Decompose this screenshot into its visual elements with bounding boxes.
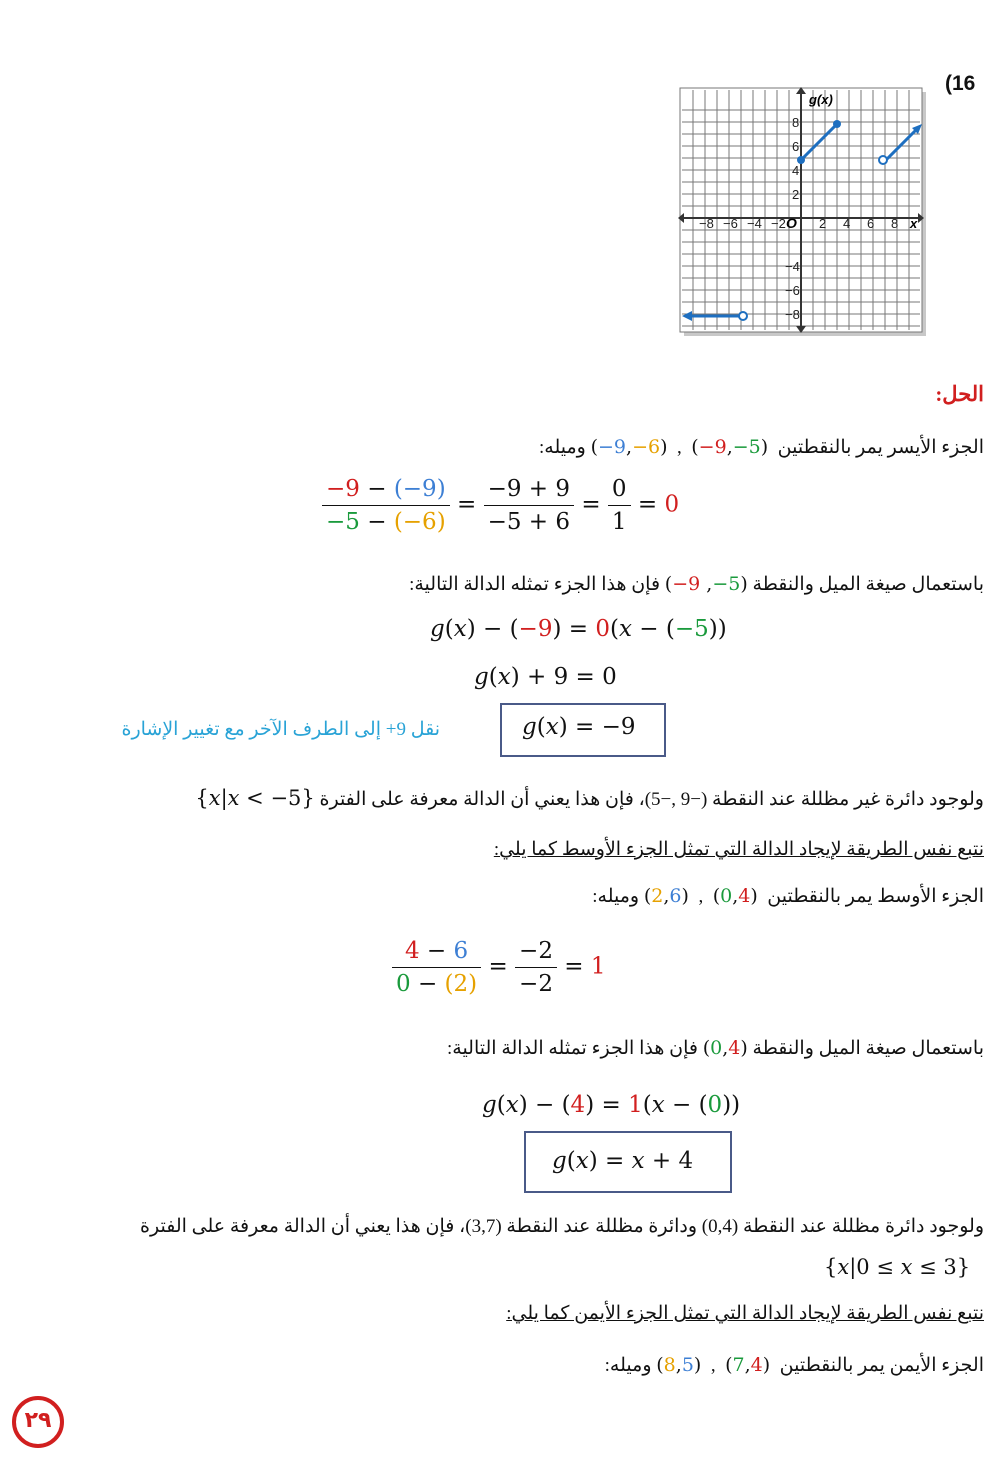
y-tick-label: 4 bbox=[792, 163, 800, 178]
x-tick-label: 2 bbox=[819, 216, 827, 231]
y-tick-label: 6 bbox=[792, 139, 800, 154]
middle-point-slope-line: باستعمال صيغة الميل والنقطة (0,4) فإن هذا الجزء تمثله الدالة التالية: bbox=[446, 1037, 984, 1059]
graph-origin: O bbox=[786, 215, 797, 231]
right-heading: نتبع نفس الطريقة لإيجاد الدالة التي تمثل الجزء الأيمن كما يلي: bbox=[506, 1303, 984, 1324]
x-tick-label: 8 bbox=[891, 216, 899, 231]
middle-result: g(x) = x + 4 bbox=[552, 1148, 694, 1174]
middle-eq-1: g(x) − (4) = 1(x − (0)) bbox=[482, 1092, 741, 1118]
problem-number: (16 bbox=[945, 72, 976, 95]
x-tick-label: −2 bbox=[771, 216, 786, 231]
x-tick-label: −8 bbox=[699, 216, 714, 231]
y-tick-label: 8 bbox=[792, 115, 800, 130]
left-slope-equation: $\frac{-9 - (-9)}{-5 - (-6)}$ = $\frac{-9 + 9}{-5 + 6}$ = $\frac{0}{1}$ = 0 bbox=[322, 476, 679, 535]
y-tick-label: 2 bbox=[792, 187, 800, 202]
x-axis-label: x bbox=[910, 216, 918, 231]
x-tick-label: 4 bbox=[843, 216, 851, 231]
left-point-slope-line: باستعمال صيغة الميل والنقطة (−9 ,−5) فإن هذا الجزء تمثله الدالة التالية: bbox=[409, 573, 984, 595]
middle-heading: نتبع نفس الطريقة لإيجاد الدالة التي تمثل الجزء الأوسط كما يلي: bbox=[493, 839, 984, 860]
left-eq-2: g(x) + 9 = 0 bbox=[474, 664, 617, 690]
left-result: g(x) = −9 bbox=[522, 714, 636, 740]
y-tick-label: −6 bbox=[785, 283, 800, 298]
left-note: نقل 9+ إلى الطرف الآخر مع تغيير الإشارة bbox=[121, 719, 440, 740]
y-tick-label: −4 bbox=[785, 259, 800, 274]
middle-intro-line: الجزء الأوسط يمر بالنقطتين (0,4) , (2,6) وميله: bbox=[592, 885, 984, 907]
page-number: ٢٩ bbox=[24, 1408, 52, 1433]
x-tick-label: 6 bbox=[867, 216, 875, 231]
left-intro-line: الجزء الأيسر يمر بالنقطتين (−9,−5) , (−9,−6) وميله: bbox=[538, 436, 984, 458]
x-tick-label: −4 bbox=[747, 216, 762, 231]
middle-slope-equation: $\frac{4 - 6}{0 - (2)}$ = $\frac{-2}{-2}$ = 1 bbox=[392, 938, 606, 997]
middle-domain-interval: {x|0 ≤ x ≤ 3} bbox=[824, 1255, 971, 1279]
graph-title: g(x) bbox=[809, 92, 833, 107]
x-tick-label: −6 bbox=[723, 216, 738, 231]
left-eq-1: g(x) − (−9) = 0(x − (−5)) bbox=[430, 616, 727, 642]
right-intro-line: الجزء الأيمن يمر بالنقطتين (7,4) , (8,5) وميله: bbox=[604, 1354, 984, 1376]
piecewise-graph bbox=[678, 86, 928, 338]
middle-domain-line: ولوجود دائرة مظللة عند النقطة (0,4) ودائرة مظللة عند النقطة (3,7)، فإن هذا يعني أن الدالة معرفة على الفترة bbox=[140, 1216, 984, 1237]
solution-label: الحل: bbox=[935, 382, 984, 406]
left-domain-line: ولوجود دائرة غير مظللة عند النقطة (−9 ,−5)، فإن هذا يعني أن الدالة معرفة على الفترة {x|x < −5} bbox=[195, 786, 984, 810]
y-tick-label: −8 bbox=[785, 307, 800, 322]
